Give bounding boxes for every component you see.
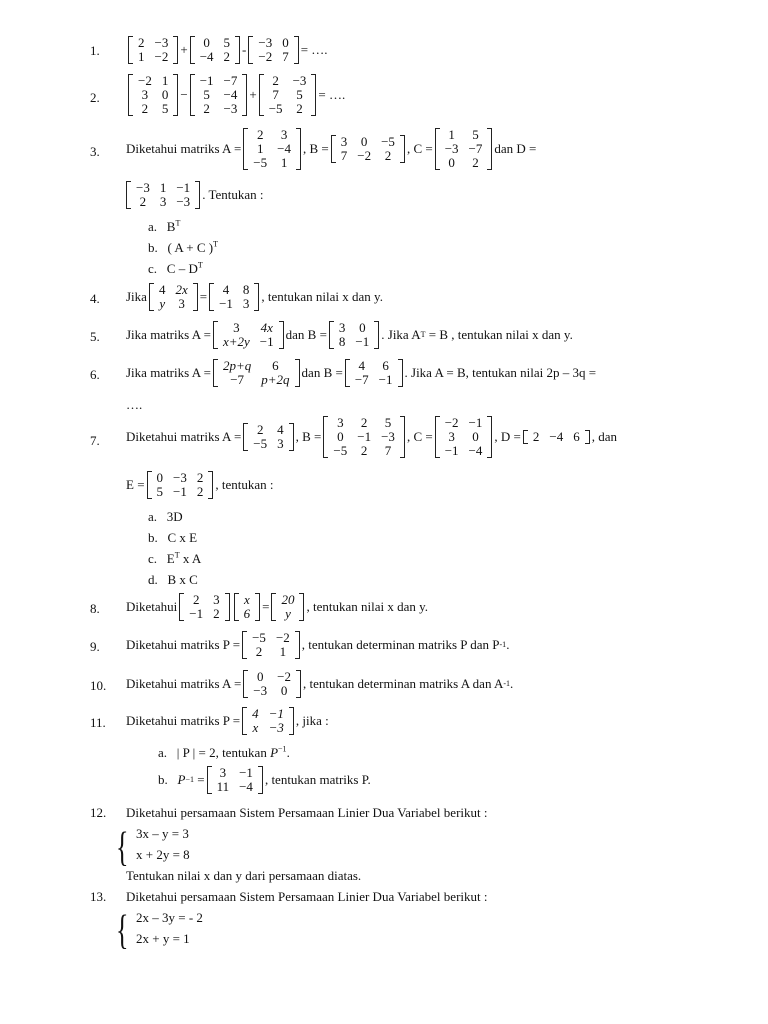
matrix xyxy=(190,74,248,116)
matrix xyxy=(523,430,590,444)
matrix-cell: 2 xyxy=(141,101,149,116)
matrix xyxy=(242,707,294,735)
matrix-cell: 7 xyxy=(384,443,392,458)
matrix-cell: 0 xyxy=(359,320,366,335)
bracket-right xyxy=(225,593,230,621)
matrix-cell: 5 xyxy=(203,87,210,102)
bracket-right xyxy=(294,36,299,64)
matrix-cell: 7 xyxy=(340,148,348,163)
equation: 3x – y = 3 xyxy=(136,826,189,841)
matrix xyxy=(271,593,304,621)
matrix-cell: 0 xyxy=(448,155,455,170)
matrix xyxy=(234,593,261,621)
matrix-cell: −1 xyxy=(378,372,393,387)
matrix-cell: 2 xyxy=(360,415,368,430)
matrix-cell: −2 xyxy=(258,49,273,64)
question-3-matrix-d: −3 1 −1 2 3 −3 . Tentukan : xyxy=(124,181,264,209)
matrix-cell: −3 xyxy=(381,429,395,444)
bracket-right xyxy=(311,74,316,116)
matrix-cell: 5 xyxy=(156,484,164,499)
question-6: Jika matriks A = 2p+q 6 −7 p+2q dan B = 4 6 −7 −1 . Jika A = B, tentukan nilai 2p – 3q = xyxy=(126,358,597,387)
question-7: Diketahui matriks A = 2 4 −5 3 , B = 3 2 5 0 −1 −3 −5 2 7 , C = −2 −1 3 0 −1 −4 , D = 2 −4 6 , dan xyxy=(126,415,617,458)
matrix-cell: 0 xyxy=(161,87,169,102)
matrix-cell: 7 xyxy=(282,49,289,64)
matrix xyxy=(149,283,198,311)
matrix-cell: 2 xyxy=(255,644,263,659)
matrix-cell: −4 xyxy=(223,87,238,102)
matrix-cell: 3 xyxy=(277,436,284,451)
question-4: Jika 4 2x y 3 = 4 8 −1 3 , tentukan nilai x dan y. xyxy=(126,282,383,311)
matrix-cell: 3 xyxy=(219,765,227,780)
subitem: d. B x C xyxy=(148,572,198,587)
matrix xyxy=(243,423,293,451)
matrix-cell: 4 xyxy=(222,282,230,297)
matrix-cell: 8 xyxy=(338,334,346,349)
matrix xyxy=(323,416,405,458)
matrix-cell: 4x xyxy=(260,320,273,335)
matrix xyxy=(243,670,301,698)
brace-icon: { xyxy=(116,906,129,954)
bracket-right xyxy=(242,74,247,116)
matrix-cell: 5 xyxy=(384,415,392,430)
matrix xyxy=(207,766,263,794)
bracket-right xyxy=(296,670,301,698)
subitem: c. $E^T$ x A xyxy=(148,550,202,566)
matrix-cell: 2 xyxy=(272,73,279,88)
question-6-continuation: …. xyxy=(126,397,143,412)
matrix-cell: 4 xyxy=(158,282,166,297)
matrix-cell: 3 xyxy=(338,320,346,335)
matrix-cell: −7 xyxy=(468,141,483,156)
matrix-cell: −4 xyxy=(549,429,564,444)
matrix-cell: −5 xyxy=(381,134,395,149)
question-12-text: Diketahui persamaan Sistem Persamaan Linier Dua Variabel berikut : xyxy=(126,805,488,820)
bracket-right xyxy=(258,766,263,794)
matrix-cell: 1 xyxy=(448,127,455,142)
matrix-cell: 0 xyxy=(282,35,289,50)
subitem: c. C – $D^T$ xyxy=(148,260,203,276)
bracket-right xyxy=(173,36,178,64)
matrix-cell: 6 xyxy=(573,429,580,444)
matrix xyxy=(213,321,284,349)
matrix-cell: −3 xyxy=(292,73,307,88)
matrix-cell: 6 xyxy=(243,606,251,621)
matrix-cell: 2 xyxy=(138,35,145,50)
matrix-cell: −1 xyxy=(239,765,253,780)
question-number: 10. xyxy=(90,678,107,693)
matrix xyxy=(259,74,317,116)
matrix-cell: 2 xyxy=(223,49,231,64)
matrix-cell: 6 xyxy=(272,358,279,373)
bracket-right xyxy=(173,74,178,116)
matrix-cell: 11 xyxy=(216,779,230,794)
bracket-right xyxy=(374,321,379,349)
bracket-right xyxy=(208,471,213,499)
matrix-cell: 1 xyxy=(256,141,264,156)
bracket-right xyxy=(299,593,304,621)
question-7-matrix-e: E = 0 −3 2 5 −1 2 , tentukan : xyxy=(126,470,274,499)
matrix-cell: 1 xyxy=(159,180,167,195)
matrix xyxy=(128,74,178,116)
matrix xyxy=(435,128,493,170)
question-number: 1. xyxy=(90,43,100,58)
matrix-cell: p+2q xyxy=(261,372,290,387)
matrix-cell: −2 xyxy=(154,49,169,64)
matrix xyxy=(213,359,300,387)
matrix-cell: −7 xyxy=(223,73,238,88)
matrix-cell: 2 xyxy=(196,484,204,499)
question-13-text: Diketahui persamaan Sistem Persamaan Linier Dua Variabel berikut : xyxy=(126,889,488,904)
bracket-right xyxy=(289,423,294,451)
matrix-cell: 1 xyxy=(138,49,145,64)
bracket-right xyxy=(400,416,405,458)
question-12-instruction: Tentukan nilai x dan y dari persamaan diatas. xyxy=(126,868,362,883)
matrix-cell: −7 xyxy=(354,372,369,387)
matrix-cell: −1 xyxy=(176,180,191,195)
matrix-cell: 2 xyxy=(256,422,264,437)
matrix-cell: 3 xyxy=(213,592,220,607)
question-8: Diketahui 2 3 −1 2 x 6 = 20 y , tentukan nilai x dan y. xyxy=(126,592,428,621)
bracket-right xyxy=(295,631,300,659)
matrix-cell: −5 xyxy=(252,630,266,645)
matrix-cell: 5 xyxy=(472,127,479,142)
question-11-part-a: a. | P | = 2, tentukan $P^{-1}$. xyxy=(158,744,290,760)
bracket-right xyxy=(254,283,259,311)
bracket-right xyxy=(279,321,284,349)
matrix-cell: −2 xyxy=(277,669,291,684)
matrix-cell: −2 xyxy=(357,148,372,163)
question-number: 4. xyxy=(90,291,100,306)
matrix-cell: 2 xyxy=(532,429,540,444)
matrix-cell: −2 xyxy=(138,73,152,88)
matrix-cell: −5 xyxy=(253,155,268,170)
matrix-cell: 2 xyxy=(256,127,264,142)
question-number: 3. xyxy=(90,144,100,159)
brace-icon: { xyxy=(116,823,129,871)
matrix-cell: −2 xyxy=(444,415,459,430)
matrix-cell: 0 xyxy=(360,134,368,149)
matrix-cell: 0 xyxy=(256,669,264,684)
bracket-right xyxy=(255,593,260,621)
matrix-cell: −3 xyxy=(258,35,273,50)
matrix-cell: −3 xyxy=(136,180,150,195)
matrix-cell: −3 xyxy=(268,720,284,735)
matrix-cell: −2 xyxy=(275,630,290,645)
matrix-cell: −5 xyxy=(268,101,283,116)
matrix-cell: 20 xyxy=(281,592,295,607)
matrix-cell: −1 xyxy=(173,484,187,499)
matrix-cell: −3 xyxy=(444,141,459,156)
matrix xyxy=(209,283,259,311)
matrix-cell: 2x xyxy=(175,282,188,297)
matrix-cell: −1 xyxy=(189,606,204,621)
matrix-cell: 2 xyxy=(472,155,479,170)
matrix-cell: 3 xyxy=(340,134,348,149)
subitem: a. $B^T$ xyxy=(148,218,181,234)
matrix-cell: 5 xyxy=(296,87,303,102)
matrix-cell: 4 xyxy=(358,358,365,373)
question-10: Diketahui matriks A = 0 −2 −3 0 , tentukan determinan matriks A dan A -1 . xyxy=(126,669,514,698)
question-number: 9. xyxy=(90,639,100,654)
matrix-cell: −3 xyxy=(176,194,191,209)
matrix-cell: 8 xyxy=(242,282,250,297)
question-5: Jika matriks A = 3 4x x+2y −1 dan B = 3 0 8 −1 . Jika A T = B , tentukan nilai x dan y. xyxy=(126,320,573,349)
matrix-cell: 2p+q xyxy=(222,358,252,373)
matrix-cell: −1 xyxy=(357,429,372,444)
bracket-right xyxy=(195,181,200,209)
bracket-right xyxy=(295,359,300,387)
question-3: Diketahui matriks A = 2 3 1 −4 −5 1 , B = 3 0 −5 7 −2 2 , C = 1 5 −3 −7 0 2 dan D = xyxy=(126,127,537,170)
matrix-cell: 0 xyxy=(337,429,344,444)
matrix xyxy=(243,128,301,170)
matrix-cell: −1 xyxy=(268,706,284,721)
matrix-cell: −1 xyxy=(219,296,233,311)
matrix-cell: −5 xyxy=(333,443,348,458)
bracket-right xyxy=(296,128,301,170)
matrix xyxy=(242,631,300,659)
matrix-cell: 3 xyxy=(337,415,344,430)
matrix-cell: 0 xyxy=(472,429,479,444)
question-11-part-b: b. P −1 = 3 −1 11 −4 , tentukan matriks P. xyxy=(158,765,371,794)
matrix-cell: 2 xyxy=(296,101,303,116)
matrix-cell: 5 xyxy=(161,101,169,116)
bracket-right xyxy=(235,36,240,64)
matrix-cell: 2 xyxy=(213,606,220,621)
matrix-cell: 2 xyxy=(192,592,200,607)
matrix-cell: 0 xyxy=(156,470,164,485)
matrix-cell: −1 xyxy=(444,443,459,458)
bracket-right xyxy=(400,135,405,163)
matrix-cell: −3 xyxy=(154,35,169,50)
equation: 2x + y = 1 xyxy=(136,931,190,946)
matrix-cell: −3 xyxy=(173,470,187,485)
subitem: b. ( A + C )$^T$ xyxy=(148,239,219,255)
matrix-cell: 4 xyxy=(277,422,284,437)
question-number: 11. xyxy=(90,715,106,730)
matrix-cell: 1 xyxy=(280,155,288,170)
matrix-cell: −4 xyxy=(199,49,214,64)
matrix-cell: 2 xyxy=(203,101,210,116)
question-2: −2 1 3 0 2 5 − −1 −7 5 −4 2 −3 + 2 −3 7 5 −5 2 = …. xyxy=(126,74,345,116)
matrix-cell: −1 xyxy=(259,334,274,349)
matrix-cell: x+2y xyxy=(222,334,250,349)
matrix-cell: 3 xyxy=(159,194,167,209)
matrix-cell: 2 xyxy=(360,443,368,458)
bracket-right xyxy=(193,283,198,311)
matrix-cell: −1 xyxy=(468,415,483,430)
matrix-cell: 3 xyxy=(178,296,185,311)
matrix-cell: 1 xyxy=(161,73,169,88)
matrix-cell: 6 xyxy=(382,358,389,373)
matrix-cell: 0 xyxy=(203,35,210,50)
question-number: 13. xyxy=(90,889,107,904)
matrix xyxy=(126,181,200,209)
matrix xyxy=(190,36,240,64)
question-11: Diketahui matriks P = 4 −1 x −3 , jika : xyxy=(126,706,329,735)
matrix xyxy=(345,359,403,387)
matrix-cell: 3 xyxy=(233,320,240,335)
matrix-cell: −5 xyxy=(253,436,268,451)
matrix-cell: 4 xyxy=(252,706,259,721)
matrix xyxy=(147,471,214,499)
bracket-right xyxy=(289,707,294,735)
question-number: 5. xyxy=(90,329,100,344)
matrix-cell: 0 xyxy=(280,683,288,698)
question-number: 12. xyxy=(90,805,107,820)
matrix-cell: 3 xyxy=(448,429,455,444)
matrix xyxy=(179,593,229,621)
question-number: 8. xyxy=(90,601,100,616)
bracket-right xyxy=(398,359,403,387)
matrix-cell: 1 xyxy=(279,644,287,659)
matrix-cell: −4 xyxy=(468,443,483,458)
matrix-cell: 5 xyxy=(223,35,231,50)
equation: 2x – 3y = - 2 xyxy=(136,910,203,925)
bracket-right xyxy=(487,128,492,170)
question-number: 7. xyxy=(90,433,100,448)
matrix xyxy=(435,416,493,458)
matrix-cell: 3 xyxy=(280,127,288,142)
matrix-cell: −1 xyxy=(199,73,214,88)
matrix-cell: 2 xyxy=(384,148,392,163)
matrix-cell: −1 xyxy=(355,334,370,349)
matrix xyxy=(128,36,178,64)
bracket-right xyxy=(585,430,590,444)
matrix-cell: y xyxy=(159,296,166,311)
matrix-cell: −4 xyxy=(277,141,291,156)
matrix-cell: −3 xyxy=(223,101,238,116)
subitem: b. C x E xyxy=(148,530,198,545)
matrix-cell: −4 xyxy=(239,779,253,794)
matrix-cell: −3 xyxy=(253,683,268,698)
subitem: a. 3D xyxy=(148,509,183,524)
matrix-cell: 3 xyxy=(141,87,149,102)
bracket-right xyxy=(487,416,492,458)
matrix-cell: y xyxy=(285,606,291,621)
question-number: 2. xyxy=(90,90,100,105)
matrix-cell: 3 xyxy=(242,296,250,311)
question-9: Diketahui matriks P = −5 −2 2 1 , tentukan determinan matriks P dan P -1 . xyxy=(126,630,510,659)
question-number: 6. xyxy=(90,367,100,382)
matrix-cell: 2 xyxy=(139,194,147,209)
question-1: 2 −3 1 −2 + 0 5 −4 2 - −3 0 −2 7 = …. xyxy=(126,36,328,64)
matrix xyxy=(329,321,379,349)
matrix xyxy=(248,36,298,64)
matrix-cell: −7 xyxy=(230,372,245,387)
matrix xyxy=(331,135,405,163)
matrix-cell: 7 xyxy=(272,87,279,102)
matrix-cell: 2 xyxy=(196,470,204,485)
matrix-cell: x xyxy=(243,592,250,607)
matrix-cell: x xyxy=(252,720,259,735)
equation: x + 2y = 8 xyxy=(136,847,190,862)
